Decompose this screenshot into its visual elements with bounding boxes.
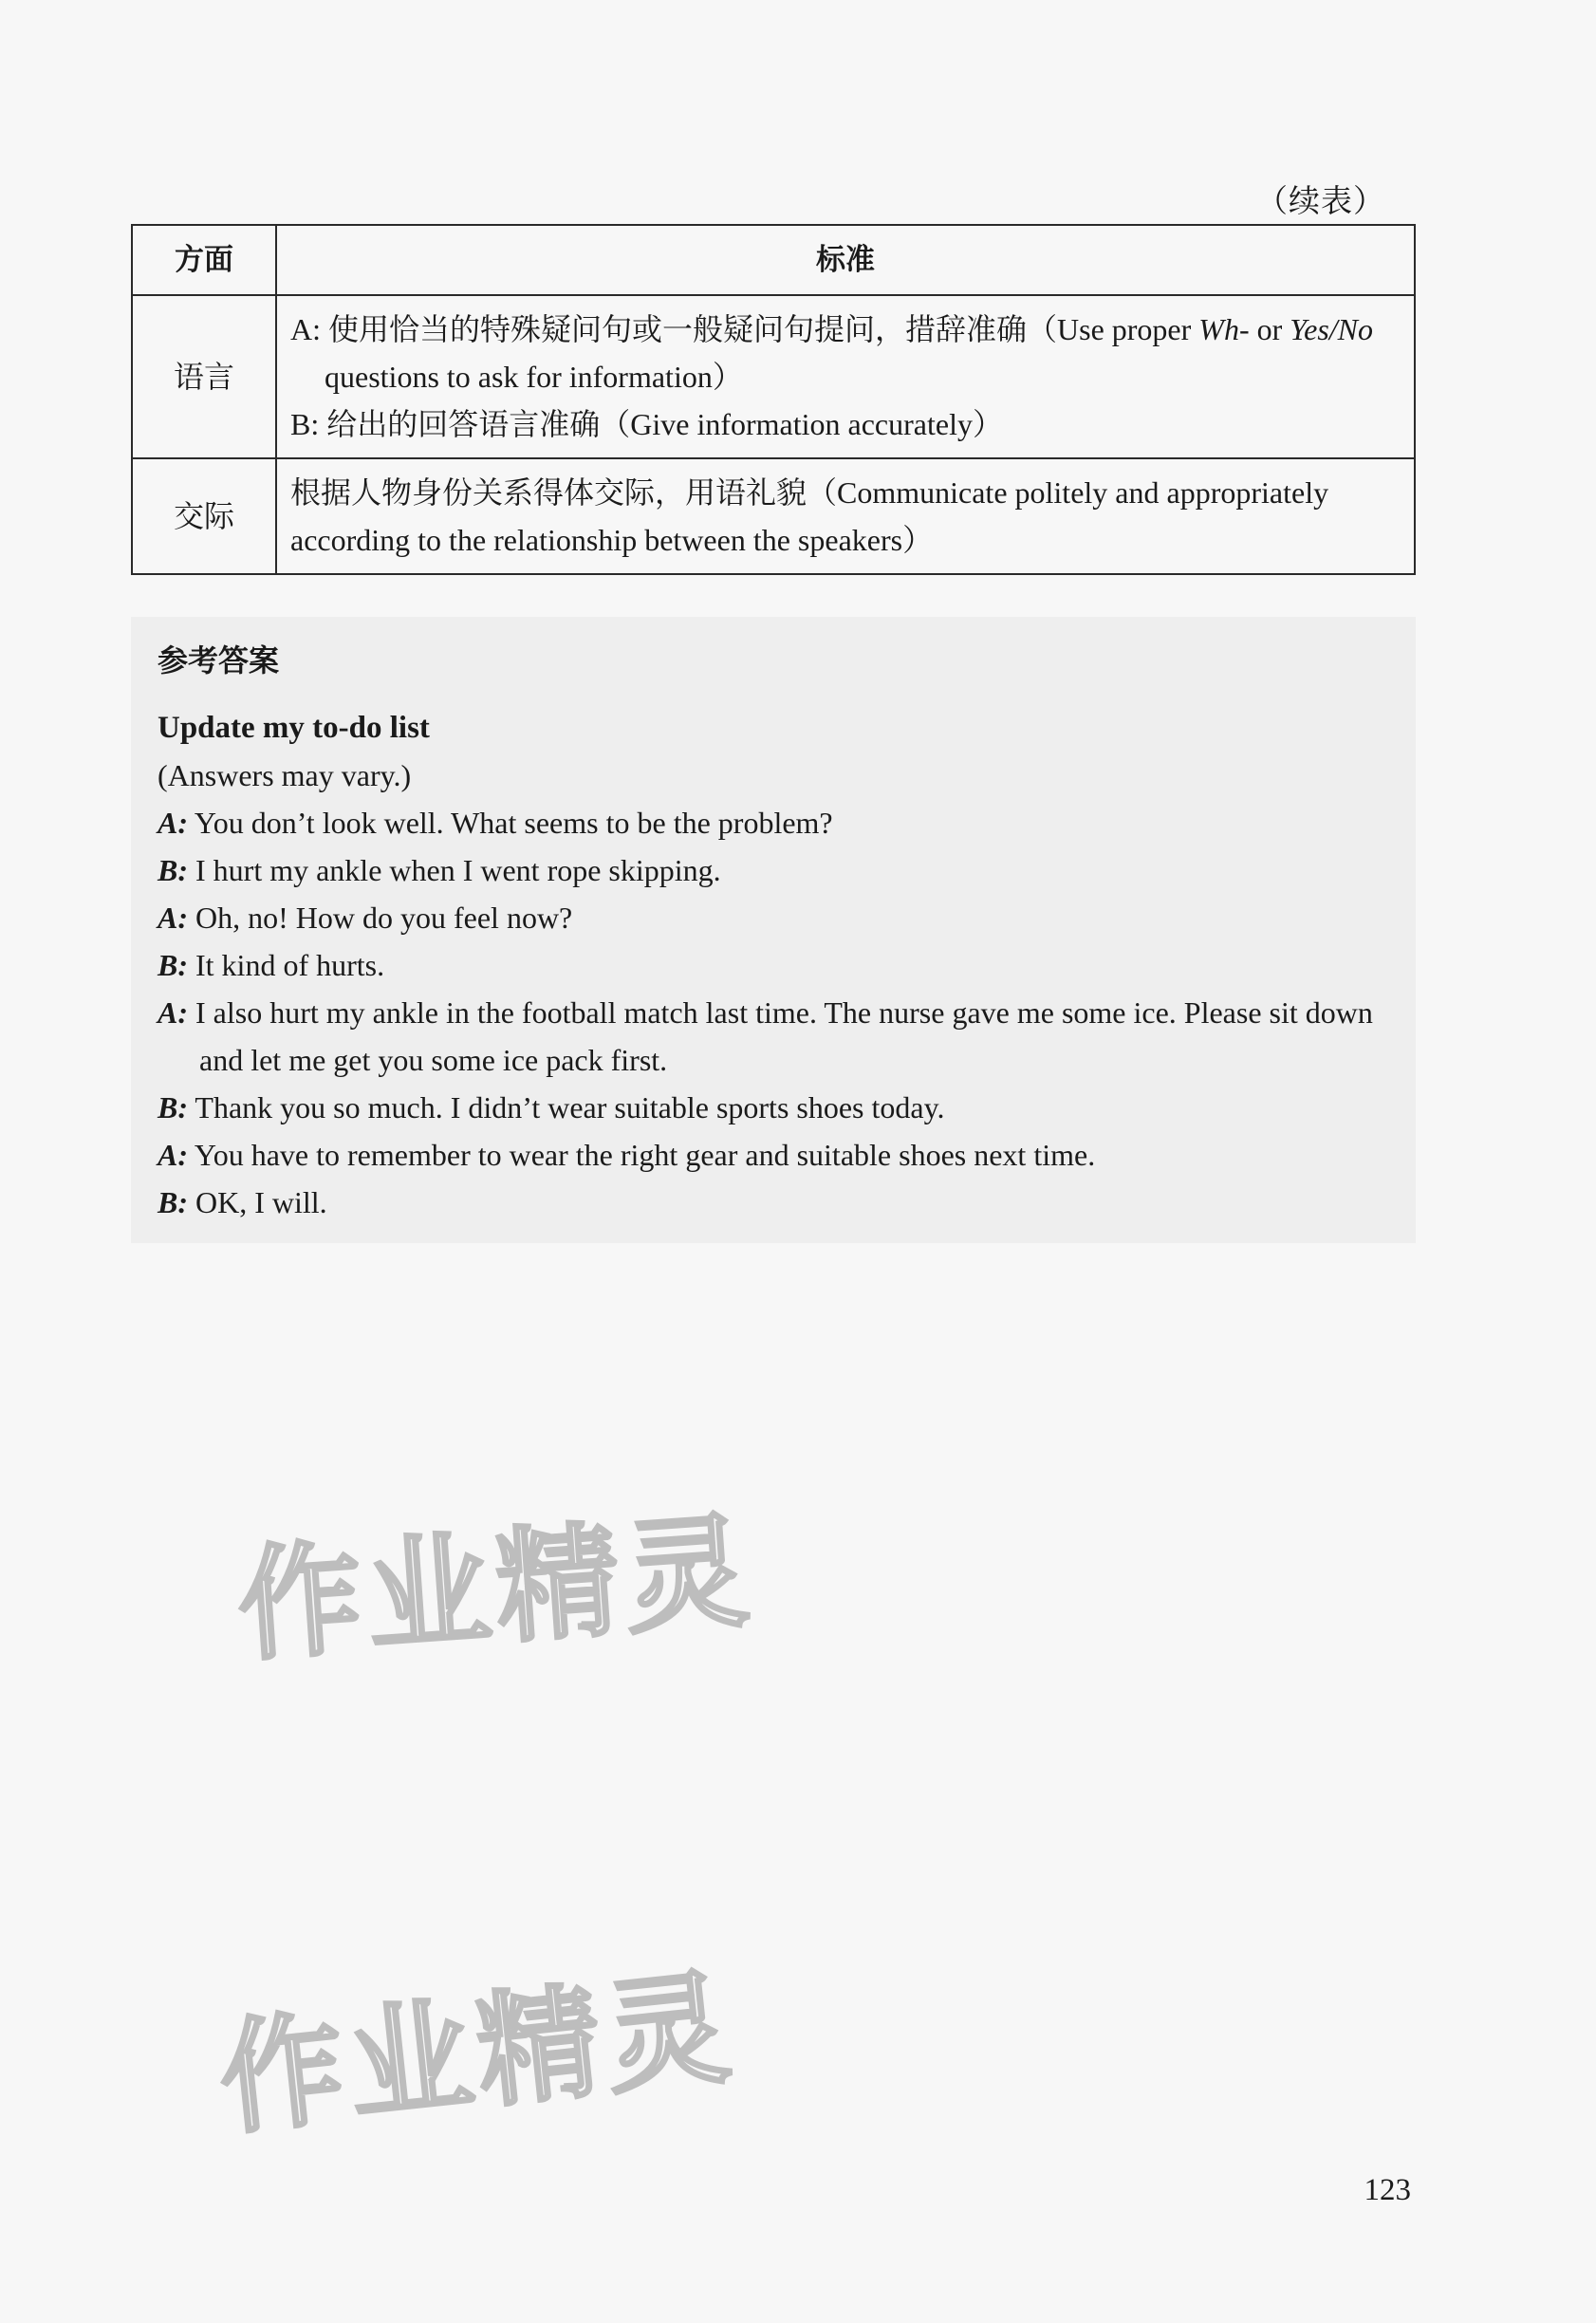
criteria-communication: 根据人物身份关系得体交际，用语礼貌（Communicate politely and appropriately according to the relationship between the speakers） [276, 458, 1415, 574]
table-row [132, 295, 1415, 458]
aspect-language: 语言 [132, 295, 276, 458]
header-aspect: 方面 [132, 225, 276, 295]
dialogue-line: B: OK, I will. [158, 1185, 327, 1219]
dialogue-line: A: You have to remember to wear the right gear and suitable shoes next time. [158, 1138, 1096, 1172]
dialogue [158, 799, 1401, 1226]
criterion-b: B: 给出的回答语言准确（Give information accurately） [290, 407, 1003, 441]
header-criteria: 标准 [276, 225, 1415, 295]
dialogue-line: B: I hurt my ankle when I went rope skipping. [158, 853, 721, 887]
answer-heading: 参考答案 [158, 642, 280, 678]
page-number: 123 [1364, 2173, 1411, 2207]
watermark: 作业精灵 [213, 1954, 742, 2152]
aspect-communication: 交际 [132, 458, 276, 574]
dialogue-line: A: Oh, no! How do you feel now? [158, 901, 573, 935]
dialogue-line: B: Thank you so much. I didn’t wear suitable sports shoes today. [158, 1090, 945, 1124]
criterion-a: A: 使用恰当的特殊疑问句或一般疑问句提问，措辞准确（Use proper Wh- or Yes/No questions to ask for information） [290, 312, 1374, 394]
answer-note: (Answers may vary.) [158, 758, 412, 792]
watermark: 作业精灵 [233, 1498, 759, 1679]
dialogue-line: A: You don’t look well. What seems to be the problem? [158, 806, 833, 840]
dialogue-line: A: I also hurt my ankle in the football match last time. The nurse gave me some ice. Please sit down and let me get you some ice pack first. [158, 995, 1373, 1077]
table-row [132, 458, 1415, 574]
continued-label: （续表） [1256, 185, 1385, 219]
dialogue-line: B: It kind of hurts. [158, 948, 385, 982]
criteria-table [131, 224, 1416, 575]
table-header-row [132, 225, 1415, 295]
reference-answer-box [131, 617, 1416, 1243]
answer-title: Update my to-do list [158, 711, 430, 745]
criteria-language [276, 295, 1415, 458]
